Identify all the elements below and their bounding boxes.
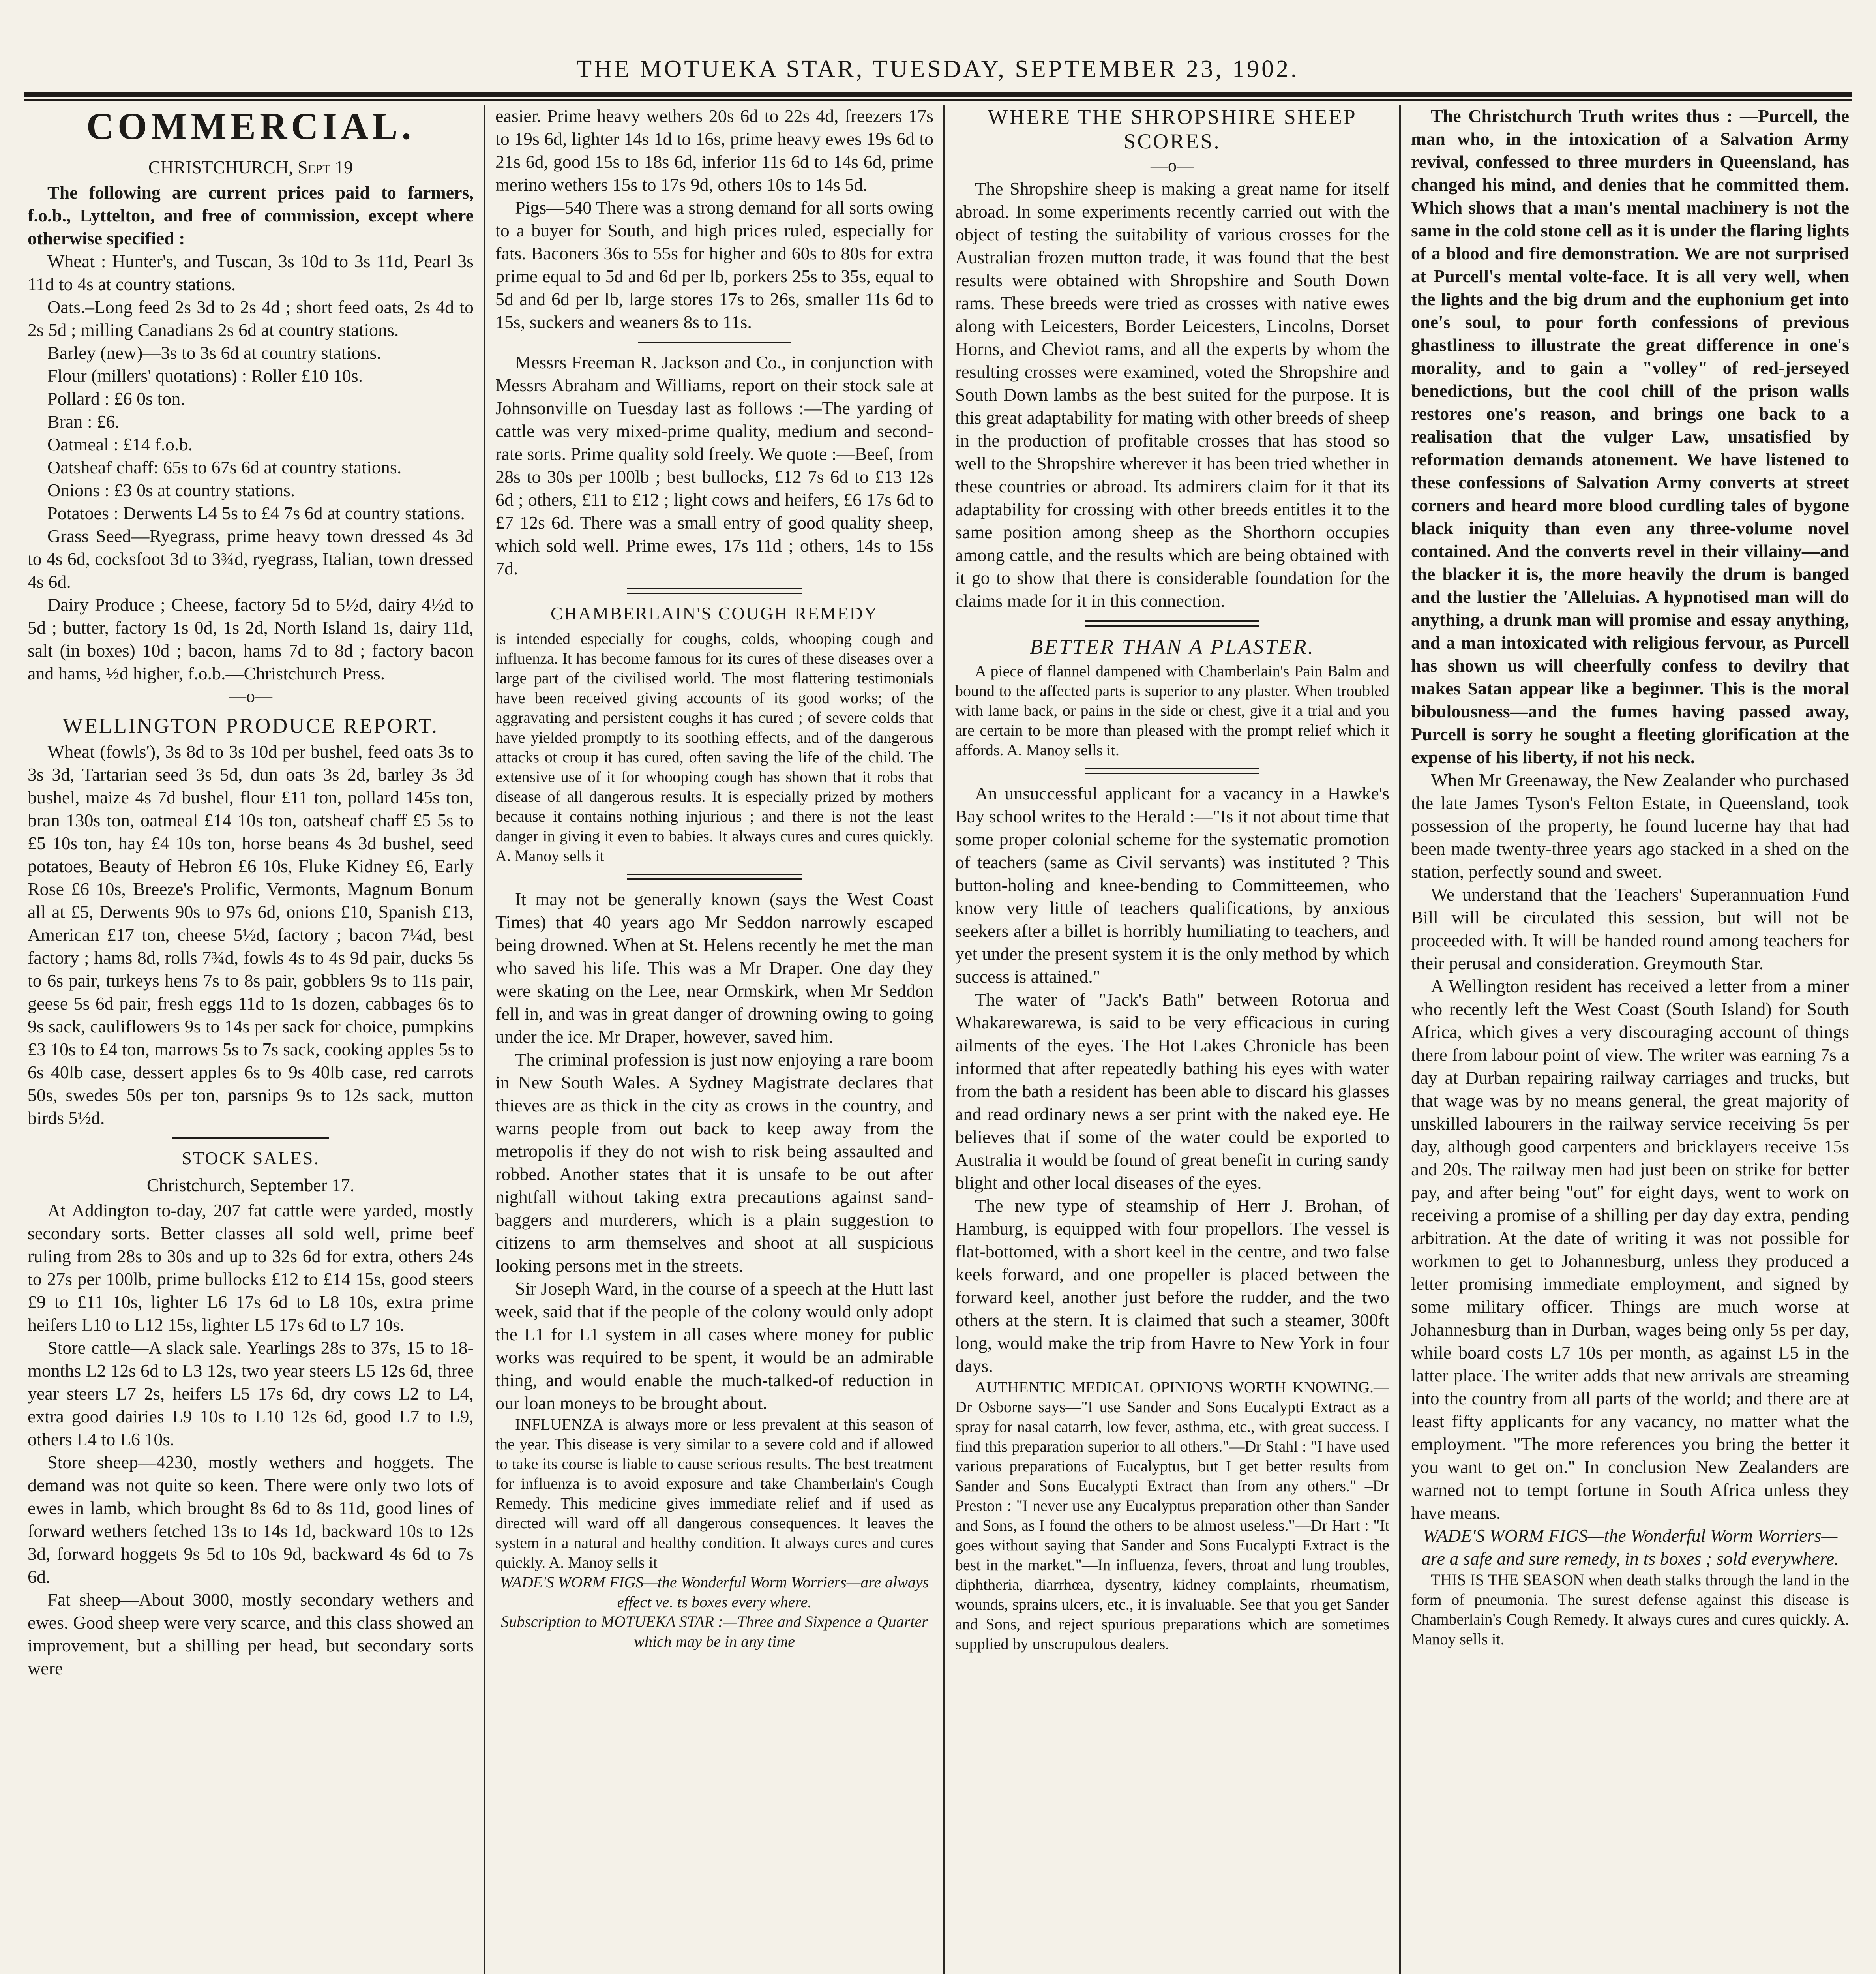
medical-opinions-ad: AUTHENTIC MEDICAL OPINIONS WORTH KNOWING.—Dr Osborne says—"I use Sander and Sons Eucalypti Extract as a spray for nasal catarrh, low fever, asthma, etc., with great success. I find this preparation superior to all others."—Dr Stahl : "I have used various preparations of Eucalyptus, but I get better results from Sander and Sons Eucalypti Extract than from any others." –Dr Preston : "I never use any Eucalyptus preparation other than Sander and Sons, as I found the others to be almost useless."—Dr Hart : "It goes without saying that Sander and Sons Eucalypti Extract is the best in the market."—In influenza, fevers, throat and lung troubles, diphtheria, diarrhœa, dysentry, kidney complaints, rheumatism, wounds, sprains ulcers, etc., it is invaluable. See that you get Sander and Sons, and reject spurious preparations which are sometimes supplied by unscrupulous dealers. <box>955 1378 1389 1653</box>
stock-text: Fat sheep—About 3000, mostly secondary wethers and ewes. Good sheep were very scarce, and this class showed an improvement, but a shilling per head, but secondary sorts were <box>28 1589 474 1678</box>
commercial-item: Onions : £3 0s at country stations. <box>47 480 295 500</box>
cough-remedy-ad: is intended especially for coughs, colds, whooping cough and influenza. It has become famous for its cures of these diseases over a large part of the civilised world. The most flattering testimonials have been received giving accounts of its good works; of the aggravating and persistent coughs it has cured ; of severe colds that have yielded promptly to its soothing effects, and of the dangerous attacks ot croup it has cured, often saving the life of the child. The extensive use of it for whooping cough has shown that it robs that disease of all dangerous results. It is especially prized by mothers because it contains nothing injurious ; and there is not the least danger in giving it even to babies. It always cures and cures quickly. A. Manoy sells it <box>495 630 933 865</box>
column-1 <box>28 105 474 1974</box>
commercial-item: Flour (millers' quotations) : Roller £10 10s. <box>47 366 363 386</box>
south-africa-letter: A Wellington resident has received a letter from a miner who recently left the West Coast (South Island) for South Africa, which gives a very discouraging account of things there from labour point of view. The writer was earning 7s a day at Durban repairing railway carriages and trucks, but that wage was by no means general, the great majority of unskilled labourers in the railway service receiving 5s per day, although good carpenters and bricklayers receive 15s and 20s. The railway men had just been on strike for better pay, and after being "out" for eight days, went to work on receiving a promise of a shilling per day day extra, pending arbitration. At the date of writing it was not possible for workmen to get to Johannesburg, unless they produced a letter promising immediate employment, and signed by some military officer. Things are much worse at Johannesburg than in Durban, wages being only 5s per day, while board costs L7 10s per month, as against L5 in the latter place. The writer adds that new arrivals are streaming into the country from all parts of the world; and there are at least fifty applicants for any vacancy, no matter what the employment. "The more references you bring the better it you want to get on." In conclusion New Zealanders are warned not to tempt fortune in South Africa unless they have means. <box>1411 976 1849 1523</box>
stock-text: At Addington to-day, 207 fat cattle were yarded, mostly secondary sorts. Better classes all sold well, prime beef ruling from 28s to 30s and up to 32s 6d for extra, others 24s to 27s per 100lb, prime bullocks £12 to £14 15s, good steers £9 to £11 10s, lighter L6 17s 6d to L8 10s, extra prime heifers L10 to L12 15s, lighter L5 17s 6d to L7 10s. <box>28 1200 474 1335</box>
seddon-story: It may not be generally known (says the West Coast Times) that 40 years ago Mr Seddon narrowly escaped being drowned. When at St. Helens recently he met the man who saved his life. This was a Mr Draper. One day they were skating on the Lee, near Ormskirk, when Mr Seddon fell in, and was in great danger of drowning owing to going under the ice. Mr Draper, however, saved him. <box>495 889 933 1047</box>
double-separator <box>1085 620 1259 627</box>
commercial-item: Barley (new)—3s to 3s 6d at country stations. <box>47 343 381 363</box>
masthead-rule-thin <box>24 99 1852 101</box>
masthead: THE MOTUEKA STAR, TUESDAY, SEPTEMBER 23, 1902. <box>577 56 1299 83</box>
separator <box>638 342 791 343</box>
column-4 <box>1411 105 1849 1974</box>
purcell-story: The Christchurch Truth writes thus : —Purcell, the man who, in the intoxication of a Salvation Army revival, confessed to three murders in Queensland, has changed his mind, and denies that he committed them. Which shows that a man's mental machinery is not the same in the cold stone cell as it is under the flaring lights of a blood and fire demonstration. We are not surprised at Purcell's mental volte-face. It is all very well, when the lights and the big drum and the euphonium get into one's soul, to pour forth confessions of previous ghastliness to illustrate the great difference in one's morality, and to gain a "volley" of red-jerseyed benedictions, but the cool chill of the prison walls restores one's reason, and brings one back to a realisation that the vulger Law, unsatisfied by reformation demands atonement. We have listened to these confessions of Salvation Army converts at street corners and heard more blood curdling tales of bygone black iniquity than even any three-volume novel contained. And the converts revel in their villainy—and the blacker it is, the more heavily the drum is banged and the lustier the 'Alleluias. A hypnotised man will do anything, a drunk man will promise and essay anything, and a man intoxicated with religious fervour, as Purcell has shown us will cheerfully confess to devilry that makes Satan appear like a beginner. This is the moral bibulousness—and the fumes having passed away, Purcell is sorry he sought a fleeting glorification at the expense of his liberty, if not his neck. <box>1411 106 1849 767</box>
ornament: —o— <box>1151 156 1194 175</box>
commercial-heading: COMMERCIAL. <box>86 105 415 147</box>
wade-worm-figs-ad: WADE'S WORM FIGS—the Wonderful Worm Worriers—are always effect ve. ts boxes every where. <box>500 1573 929 1611</box>
crime-story: The criminal profession is just now enjoying a rare boom in New South Wales. A Sydney Magistrate declares that thieves are as thick in the city as crows in the country, and warns people from out back to keep away from the metropolis if they do not wish to risk being assaulted and robbed. Another states that it is unsafe to be out after nightfall without taking extra precautions against sand-baggers and murderers, which is a plain suggestion to citizens to arm themselves and shoot at all suspicious looking persons met in the streets. <box>495 1049 933 1276</box>
commercial-dateline: CHRISTCHURCH, Sept 19 <box>148 157 353 177</box>
double-separator <box>1085 768 1259 774</box>
wellington-heading: WELLINGTON PRODUCE REPORT. <box>62 714 439 737</box>
commercial-item: Potatoes : Derwents L4 5s to £4 7s 6d at country stations. <box>47 503 465 523</box>
plaster-ad: A piece of flannel dampened with Chamberlain's Pain Balm and bound to the affected parts is superior to any plaster. When troubled with lame back, or pains in the side or chest, give it a trial and you are certain to be more than pleased with the prompt relief which it affords. A. Manoy sells it. <box>955 662 1389 759</box>
ward-speech: Sir Joseph Ward, in the course of a speech at the Hutt last week, said that if the people of the colony would only adopt the L1 for L1 system in all cases where money for public works was required to be spent, it would be an admirable thing, and would enable the much-talked-of reduction in our loan moneys to be brought about. <box>495 1278 933 1413</box>
commercial-item: Pollard : £6 0s ton. <box>47 388 185 409</box>
column-rule <box>1399 105 1401 1974</box>
separator <box>172 1137 329 1139</box>
market-text: easier. Prime heavy wethers 20s 6d to 22s 4d, freezers 17s to 19s 6d, lighter 14s 1d to 16s, prime heavy ewes 19s 6d to 21s 6d, good 15s to 18s 6d, inferior 11s 6d to 14s 6d, prime merino wethers 15s to 17s 9d, others 10s to 14s 5d. <box>495 106 933 195</box>
commercial-item: Dairy Produce ; Cheese, factory 5d to 5½d, dairy 4½d to 5d ; butter, factory 1s 0d, 1s 2d, North Island 1s, dairy 11d, salt (in boxes) 10d ; bacon, hams 7d to 8d ; factory bacon and hams, ½d higher, f.o.b.—Christchurch Press. <box>28 595 474 683</box>
steamship-story: The new type of steamship of Herr J. Brohan, of Hamburg, is equipped with four propellors. The vessel is flat-bottomed, with a short keel in the centre, and two false keels forward, and one propeller is placed between the forward keel, another just before the rudder, and the two others at the stern. It is claimed that such a steamer, 300ft long, would make the trip from Havre to New York in four days. <box>955 1195 1389 1376</box>
teacher-letter: An unsuccessful applicant for a vacancy in a Hawke's Bay school writes to the Herald :—"Is it not about time that some proper colonial scheme for the systematic promotion of teachers (same as Civil servants) was instituted ? This button-holing and knee-bending to Committeemen, who know very little of teachers qualifications, by anxious seekers after a billet is horribly humiliating to teachers, and yet under the present system it is the only method by which success is attained." <box>955 783 1389 987</box>
commercial-item: Oats.–Long feed 2s 3d to 2s 4d ; short feed oats, 2s 4d to 2s 5d ; milling Canadians 2s 6d at country stations. <box>28 297 474 340</box>
pneumonia-ad: THIS IS THE SEASON when death stalks through the land in the form of pneumonia. The surest defense against this disease is Chamberlain's Cough Remedy. It always cures and cures quickly. A. Manoy sells it. <box>1411 1571 1849 1648</box>
double-separator <box>627 588 802 594</box>
plaster-heading: BETTER THAN A PLASTER. <box>1029 635 1315 659</box>
column-rule <box>943 105 945 1974</box>
pigs-text: Pigs—540 There was a strong demand for all sorts owing to a buyer for South, and high prices ruled, especially for fats. Baconers 36s to 55s for higher and 60s to 80s for extra prime equal to 5d and 6d per lb, porkers 25s to 35s, equal to 5d and 6d per lb, large stores 17s to 26s, smaller 11s 6d to 15s, suckers and weaners 8s to 11s. <box>495 197 933 332</box>
commercial-item: Grass Seed—Ryegrass, prime heavy town dressed 4s 3d to 4s 6d, cocksfoot 3d to 3¾d, ryegrass, Italian, town dressed 4s 6d. <box>28 526 474 592</box>
commercial-intro: The following are current prices paid to farmers, f.o.b., Lyttelton, and free of commission, except where otherwise specified : <box>28 182 474 248</box>
ornament: —o— <box>229 687 272 706</box>
double-separator <box>627 874 802 880</box>
column-2 <box>495 105 933 1974</box>
column-3 <box>955 105 1389 1974</box>
greenaway-story: When Mr Greenaway, the New Zealander who purchased the late James Tyson's Felton Estate, in Queensland, took possession of the property, he found lucerne hay that had been made twenty-three years ago stacked in a shed on the station, perfectly sound and sweet. <box>1411 770 1849 882</box>
subscription-notice: Subscription to MOTUEKA STAR :—Three and Sixpence a Quarter which may be in any time <box>501 1613 928 1650</box>
cough-remedy-heading: CHAMBERLAIN'S COUGH REMEDY <box>551 603 878 623</box>
commercial-item: Bran : £6. <box>47 411 120 432</box>
commercial-item: Oatsheaf chaff: 65s to 67s 6d at country stations. <box>47 457 402 477</box>
masthead-rule-thick <box>24 92 1852 97</box>
teachers-fund-story: We understand that the Teachers' Superannuation Fund Bill will be circulated this session, but will not be proceeded with. It will be handed round among teachers for their perusal and consideration. Greymouth Star. <box>1411 884 1849 973</box>
influenza-ad: INFLUENZA is always more or less prevalent at this season of the year. This disease is very similar to a severe cold and if allowed to take its course is liable to cause serious results. The best treatment for influenza is to avoid exposure and take Chamberlain's Cough Remedy. This medicine gives immediate relief and if used as directed will ward off all dangerous consequences. It leaves the system in a natural and healthy condition. It always cures and cures quickly. A. Manoy sells it <box>495 1415 933 1571</box>
stock-heading: STOCK SALES. <box>182 1148 320 1168</box>
shropshire-text: The Shropshire sheep is making a great name for itself abroad. In some experiments recently carried out with the object of testing the suitability of various crosses for the Australian frozen mutton trade, it was found that the best results were obtained with Shropshire and South Down rams. These breeds were tried as crosses with native ewes along with Leicesters, Border Leicesters, Lincolns, Dorset Horns, and Cheviot rams, and all the experts by whom the resulting crosses were examined, voted the Shropshire and South Down lambs as the best suited for the purpose. It is this great adaptability for mating with other breeds of sheep in the production of profitable crosses that has stood so well to the Shropshire wherever it has been tried whether in these countries or abroad. Its admirers claim for it that its adaptability for crossing with other breeds entitles it to the same position among sheep as the Shorthorn occupies among cattle, and the results which are being obtained with it go to show that there is considerable foundation for the claims made for it in this connection. <box>955 178 1389 611</box>
jacks-bath-story: The water of "Jack's Bath" between Rotorua and Whakarewarewa, is said to be very efficacious in curing ailments of the eyes. The Hot Lakes Chronicle has been informed that after repeatedly bathing his eyes with water from the bath a resident has been able to discard his glasses and read ordinary news a ser print with the naked eye. He believes that if some of the water could be exported to Australia it would be found of great benefit in curing sandy blight and other local diseases of the eyes. <box>955 989 1389 1193</box>
wade-worm-figs-ad: WADE'S WORM FIGS—the Wonderful Worm Worriers—are a safe and sure remedy, in ts boxes ; sold everywhere. <box>1421 1526 1839 1569</box>
stock-dateline: Christchurch, September 17. <box>146 1175 355 1195</box>
commercial-item: Wheat : Hunter's, and Tuscan, 3s 10d to 3s 11d, Pearl 3s 11d to 4s at country stations. <box>28 251 474 294</box>
stock-text: Store cattle—A slack sale. Yearlings 28s to 37s, 15 to 18-months L2 12s 6d to L3 12s, two year steers L5 12s 6d, three year steers L7 2s, heifers L5 17s 6d, dry cows L2 to L4, extra good dairies L9 10s to L10 12s 6d, good L7 to L9, others L4 to L6 10s. <box>28 1338 474 1449</box>
jackson-report: Messrs Freeman R. Jackson and Co., in conjunction with Messrs Abraham and Williams, report on their stock sale at Johnsonville on Tuesday last as follows :—The yarding of cattle was very mixed-prime quality, medium and second-rate sorts. Prime quality sold freely. We quote :—Beef, from 28s to 30s per 100lb ; best bullocks, £12 7s 6d to £13 12s 6d ; others, £11 to £12 ; light cows and heifers, £6 17s 6d to £7 12s 6d. There was a small entry of good quality sheep, which sold well. Prime ewes, 17s 11d ; others, 14s to 15s 7d. <box>495 352 933 578</box>
stock-text: Store sheep—4230, mostly wethers and hoggets. The demand was not quite so keen. There were only two lots of ewes in lamb, which brought 8s 6d to 8s 11d, good lines of forward wethers fetched 13s to 14s 1d, backward 10s to 12s 3d, forward hoggets 9s 5d to 10s 9d, backward 4s 6d to 7s 6d. <box>28 1452 474 1587</box>
wellington-text: Wheat (fowls'), 3s 8d to 3s 10d per bushel, feed oats 3s to 3s 3d, Tartarian seed 3s 5d, dun oats 3s 2d, barley 3s 3d bushel, maize 4s 7d bushel, flour £11 ton, pollard 145s ton, bran 130s ton, oatmeal £14 10s ton, oatsheaf chaff £5 5s to £5 10s ton, hay £4 10s ton, horse beans 4s 3d bushel, seed potatoes, Beauty of Hebron £6 10s, Fluke Kidney £6, Early Rose £6 10s, Breeze's Prolific, Vermonts, Magnum Bonum all at £5, Derwents 90s to 97s 6d, onions £10, Spanish £13, American £17 ton, cheese 5½d, factory ; bacon 7¼d, best factory ; hams 8d, rolls 7¾d, fowls 4s to 4s 9d pair, ducks 5s to 6s pair, turkeys hens 7s to 8s pair, gobblers 9s to 11s pair, geese 5s 6d pair, fresh eggs 11d to 1s dozen, cabbages 6s to 9s sack, cauliflowers 9s to 14s per sack for choice, pumpkins £3 10s to £4 ton, marrows 5s to 7s sack, cooking apples 5s to 6s 40lb case, dessert apples 6s to 9s 40lb case, red carrots 50s, swedes 50s per ton, parsnips 9s to 12s sack, mutton birds 5½d. <box>28 741 474 1128</box>
column-rule <box>484 105 485 1974</box>
shropshire-heading: WHERE THE SHROPSHIRE SHEEP SCORES. <box>988 105 1357 153</box>
commercial-item: Oatmeal : £14 f.o.b. <box>47 434 193 454</box>
